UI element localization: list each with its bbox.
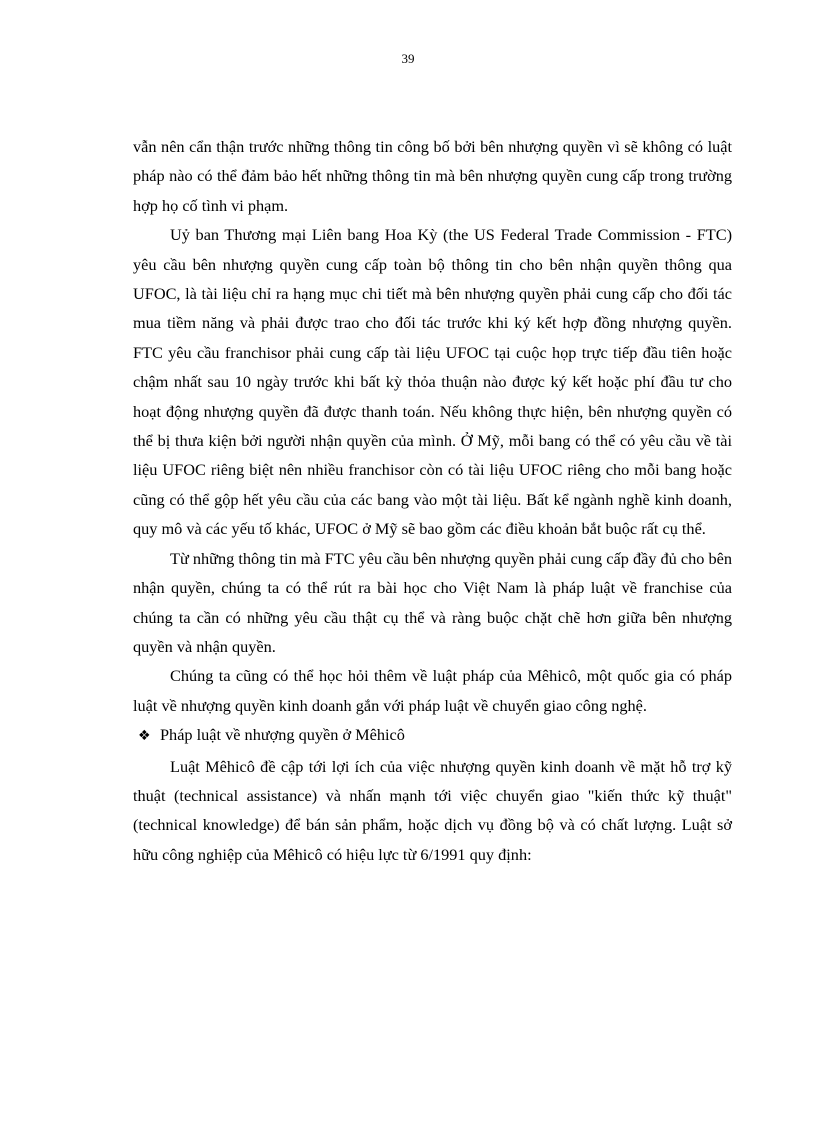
paragraph-lesson-vietnam: Từ những thông tin mà FTC yêu cầu bên nhượng quyền phải cung cấp đầy đủ cho bên nhận quyền, chúng ta có thể rút ra bài học cho Việt Nam là pháp luật về franchise của chúng ta cần có những yêu cầu thật cụ thể và ràng buộc chặt chẽ hơn giữa bên nhượng quyền và nhận quyền. <box>133 548 732 656</box>
section-heading-text: Pháp luật về nhượng quyền ở Mêhicô <box>160 725 405 745</box>
page-number: 39 <box>401 51 415 66</box>
section-heading-mexico-law <box>133 720 732 751</box>
diamond-bullet-icon: ❖ <box>138 728 151 745</box>
paragraph-mexico-law: Luật Mêhicô đề cập tới lợi ích của việc nhượng quyền kinh doanh về mặt hỗ trợ kỹ thuật (technical assistance) và nhấn mạnh tới việc chuyển giao "kiến thức kỹ thuật" (technical knowledge) để bán sản phẩm, hoặc dịch vụ đồng bộ và có chất lượng. Luật sở hữu công nghiệp của Mêhicô có hiệu lực từ 6/1991 quy định: <box>133 756 732 864</box>
paragraph-ftc-requirements: Uỷ ban Thương mại Liên bang Hoa Kỳ (the US Federal Trade Commission - FTC) yêu cầu bên nhượng quyền cung cấp toàn bộ thông tin cho bên nhận quyền thông qua UFOC, là tài liệu chỉ ra hạng mục chi tiết mà bên nhượng quyền phải cung cấp cho đối tác mua tiềm năng và phải được trao cho đối tác trước khi ký kết hợp đồng nhượng quyền. FTC yêu cầu franchisor phải cung cấp tài liệu UFOC tại cuộc họp trực tiếp đầu tiên hoặc chậm nhất sau 10 ngày trước khi bất kỳ thỏa thuận nào được ký kết hoặc phí đầu tư cho hoạt động nhượng quyền đã được thanh toán. Nếu không thực hiện, bên nhượng quyền có thể bị thưa kiện bởi người nhận quyền của mình. Ở Mỹ, mỗi bang có thể có yêu cầu về tài liệu UFOC riêng biệt nên nhiều franchisor còn có tài liệu UFOC riêng cho mỗi bang hoặc cũng có thể gộp hết yêu cầu của các bang vào một tài liệu. Bất kể ngành nghề kinh doanh, quy mô và các yếu tố khác, UFOC ở Mỹ sẽ bao gồm các điều khoản bắt buộc rất cụ thể. <box>133 225 732 539</box>
document-body <box>133 132 732 869</box>
paragraph-continuation: vẫn nên cẩn thận trước những thông tin công bố bởi bên nhượng quyền vì sẽ không có luật pháp nào có thể đảm bảo hết những thông tin mà bên nhượng quyền cung cấp trong trường hợp họ cố tình vi phạm. <box>133 137 732 215</box>
paragraph-mexico-intro: Chúng ta cũng có thể học hỏi thêm về luật pháp của Mêhicô, một quốc gia có pháp luật về nhượng quyền kinh doanh gắn với pháp luật về chuyển giao công nghệ. <box>133 666 732 715</box>
